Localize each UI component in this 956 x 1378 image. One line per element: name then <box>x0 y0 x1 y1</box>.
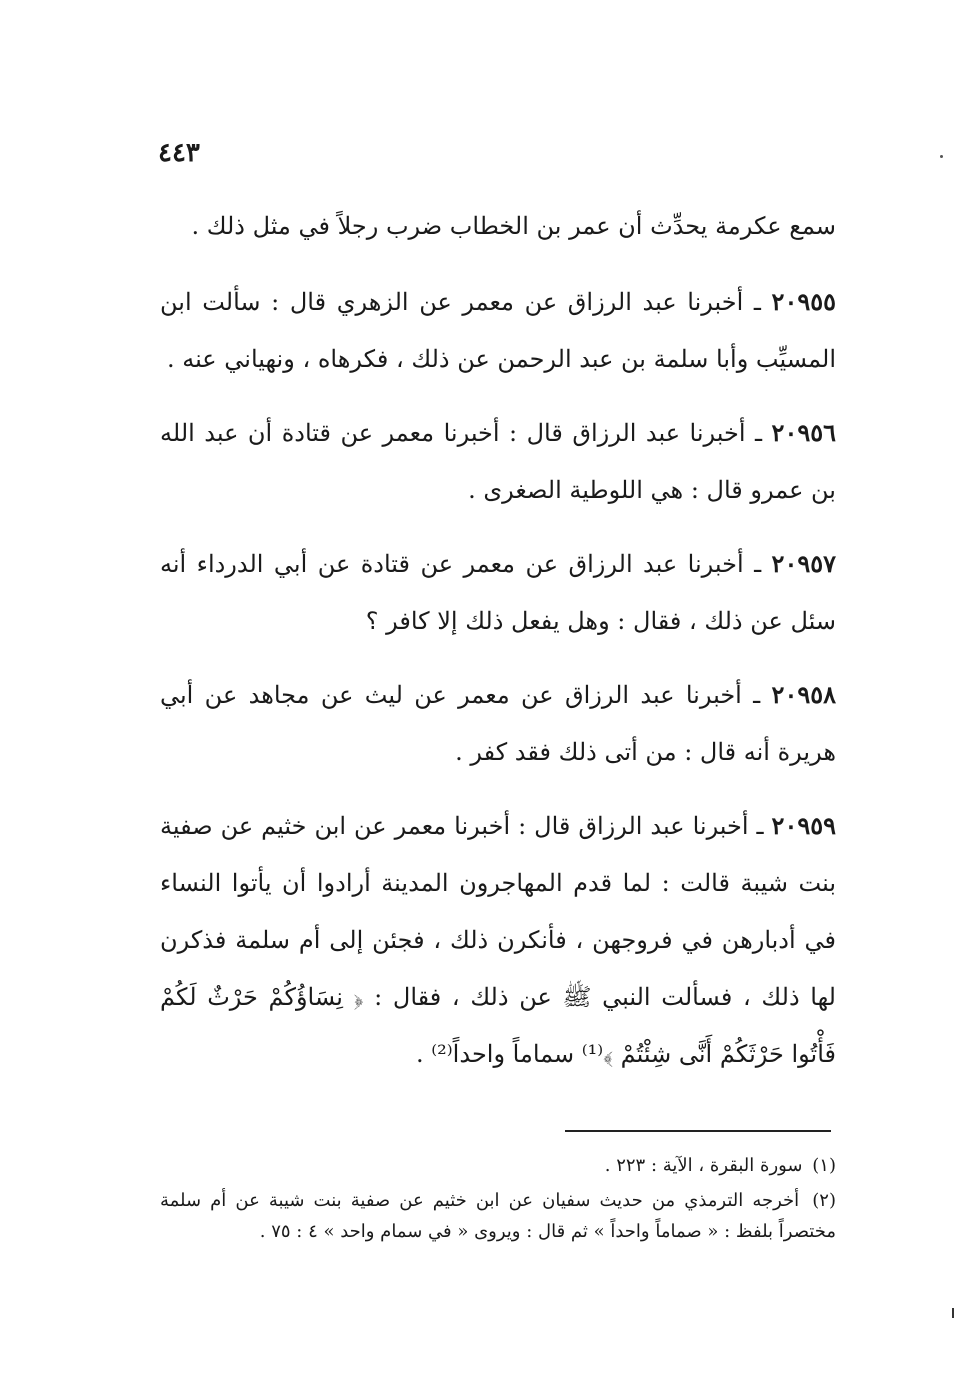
footnote-text: سورة البقرة ، الآية : ٢٢٣ . <box>604 1155 803 1176</box>
scan-speck <box>940 155 943 158</box>
footnote-marker: (١) <box>812 1155 836 1176</box>
hadith-number: ٢٠٩٥٨ <box>771 680 836 709</box>
footnote <box>160 1150 836 1181</box>
continuation-paragraph <box>160 198 836 255</box>
hadith-text: ـ أخبرنا عبد الرزاق قال : أخبرنا معمر عن ابن خثيم عن صفية بنت شيبة قالت : لما قدم المهاجرون المدينة أرادوا أن يأتوا النساء في أدبارهن في فروجهن ، فأنكرن ذلك ، فجئن إلى أم سلمة فذكرن لها ذلك ، فسألت النبي ﷺ عن ذلك ، فقال : ﴿ نِسَاؤُكُمْ حَرْثٌ لَكُمْ فَأْتُوا حَرْثَكُمْ أَنَّى شِئْتُمْ ﴾⁽¹⁾ سماماً واحداً⁽²⁾ . <box>160 812 836 1068</box>
main-text <box>160 198 836 1099</box>
hadith-text: ـ أخبرنا عبد الرزاق قال : أخبرنا معمر عن قتادة أن عبد الله بن عمرو قال : هي اللوطية الصغرى . <box>160 419 836 504</box>
hadith-number: ٢٠٩٥٧ <box>771 549 836 578</box>
hadith-paragraph <box>160 666 836 781</box>
hadith-paragraph <box>160 273 836 388</box>
hadith-paragraph <box>160 535 836 650</box>
paragraph-text: سمع عكرمة يحدِّث أن عمر بن الخطاب ضرب رجلاً في مثل ذلك . <box>191 212 836 240</box>
page-number: ٤٤٣ <box>158 138 200 168</box>
hadith-paragraph <box>160 797 836 1083</box>
footnote <box>160 1185 836 1247</box>
hadith-number: ٢٠٩٥٦ <box>771 418 836 447</box>
footnote-text: أخرجه الترمذي من حديث سفيان عن ابن خثيم عن صفية بنت شيبة عن أم سلمة مختصراً بلفظ : « صماماً واحداً » ثم قال : ويروى « في سمام واحد » ٤ : ٧٥ . <box>160 1190 836 1242</box>
hadith-text: ـ أخبرنا عبد الرزاق عن معمر عن ليث عن مجاهد عن أبي هريرة أنه قال : من أتى ذلك فقد كفر . <box>160 681 836 766</box>
scan-mark <box>952 1308 954 1318</box>
footnote-marker: (٢) <box>812 1190 836 1211</box>
footnotes <box>160 1150 836 1251</box>
footnote-separator <box>565 1130 831 1132</box>
hadith-paragraph <box>160 404 836 519</box>
hadith-number: ٢٠٩٥٩ <box>771 811 836 840</box>
hadith-text: ـ أخبرنا عبد الرزاق عن معمر عن الزهري قال : سألت ابن المسيِّب وأبا سلمة بن عبد الرحمن عن ذلك ، فكرهاه ، ونهياني عنه . <box>160 288 836 373</box>
hadith-text: ـ أخبرنا عبد الرزاق عن معمر عن قتادة عن أبي الدرداء أنه سئل عن ذلك ، فقال : وهل يفعل ذلك إلا كافر ؟ <box>160 550 836 635</box>
hadith-number: ٢٠٩٥٥ <box>771 287 836 316</box>
